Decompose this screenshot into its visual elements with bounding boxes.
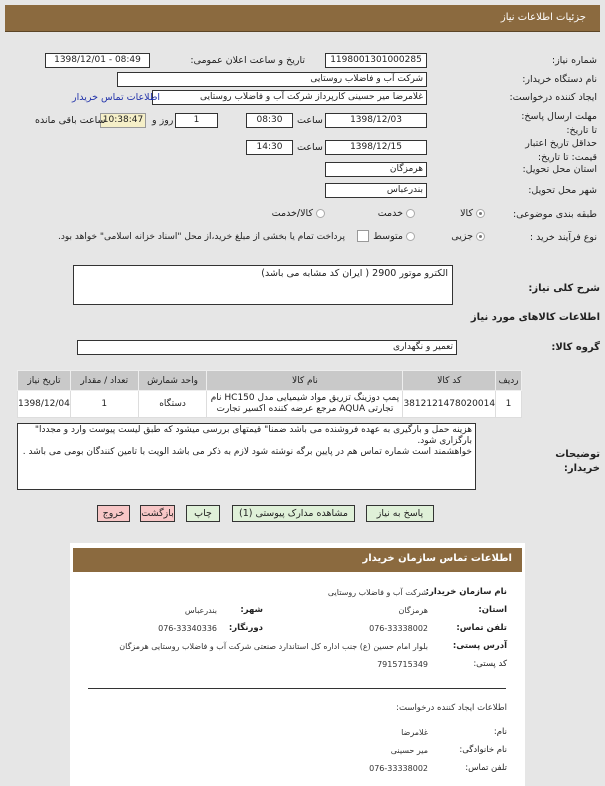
page-header (5, 5, 600, 32)
exit-button[interactable]: خروج (97, 505, 130, 522)
city-label: شهر: (240, 605, 263, 615)
category-radio-goods[interactable]: کالا (460, 208, 485, 219)
contact-panel (70, 543, 525, 786)
cell-date: 1398/12/04 (18, 391, 71, 418)
buyer-contact-link[interactable]: اطلاعات تماس خریدار (72, 92, 161, 103)
process-radio-minor[interactable]: جزیی (451, 231, 485, 242)
days-label: روز و (152, 115, 174, 126)
announce-field[interactable]: 1398/12/01 - 08:49 (45, 53, 150, 68)
creator-field[interactable]: غلامرضا میر حسینی کارپرداز شرکت آب و فاضلاب روستایی (152, 90, 427, 105)
radio-icon (316, 209, 325, 218)
need-number-label: شماره نیاز: (551, 55, 597, 66)
creator-heading: اطلاعات ایجاد کننده درخواست: (396, 703, 507, 713)
days-field[interactable]: 1 (175, 113, 218, 128)
buyer-label: نام دستگاه خریدار: (522, 74, 597, 85)
creator-phone-label: تلفن تماس: (465, 763, 507, 773)
category-radio-both[interactable]: کالا/خدمت (272, 208, 325, 219)
process-radio-medium[interactable]: متوسط (373, 231, 415, 242)
radio-icon (406, 209, 415, 218)
deadline-date-field[interactable]: 1398/12/03 (325, 113, 427, 128)
col-header: تعداد / مقدار (70, 371, 138, 391)
validity-label: حداقل تاریخ اعتبار قیمت: تا تاریخ: (525, 138, 597, 163)
province-field[interactable]: هرمزگان (325, 162, 427, 177)
description-label: شرح کلی نیاز: (528, 283, 600, 294)
city-label: شهر محل تحویل: (528, 185, 597, 196)
deadline-time-field[interactable]: 08:30 (246, 113, 293, 128)
name-label: نام: (493, 727, 507, 737)
validity-date-field[interactable]: 1398/12/15 (325, 140, 427, 155)
cell-name: پمپ دوزینگ تزریق مواد شیمیایی مدل HC150 نام تجارتی AQUA مرجع عرضه کننده اکسیر تجارت (207, 391, 403, 418)
validity-time-label: ساعت (297, 142, 323, 153)
org-label: نام سازمان خریدار: (425, 587, 507, 597)
print-button[interactable]: چاپ (186, 505, 220, 522)
name-value: غلامرضا (401, 728, 428, 737)
col-header: تاریخ نیاز (18, 371, 71, 391)
group-field[interactable]: تعمیر و نگهداری (77, 340, 457, 355)
family-value: میر حسینی (390, 746, 428, 755)
phone-label: تلفن تماس: (456, 623, 507, 633)
attachments-button[interactable]: مشاهده مدارک پیوستی (1) (232, 505, 355, 522)
reply-button[interactable]: پاسخ به نیاز (366, 505, 434, 522)
payment-note: پرداخت تمام یا بخشی از مبلغ خرید،از محل "اسناد خزانه اسلامی" خواهد بود. (57, 232, 345, 242)
category-label: طبقه بندی موضوعی: (512, 209, 597, 220)
col-header: کد کالا (403, 371, 496, 391)
radio-icon (476, 232, 485, 241)
remaining-label: ساعت باقی مانده (35, 115, 106, 126)
col-header: نام کالا (207, 371, 403, 391)
province-value: هرمزگان (398, 606, 428, 615)
province-label: استان محل تحویل: (522, 164, 597, 175)
announce-label: تاریخ و ساعت اعلان عمومی: (190, 55, 305, 66)
address-label: آدرس پستی: (452, 641, 507, 651)
deadline-time-label: ساعت (297, 115, 323, 126)
cell-qty: 1 (70, 391, 138, 418)
org-value: شرکت آب و فاضلاب روستایی (327, 588, 428, 597)
radio-icon (476, 209, 485, 218)
divider (88, 688, 506, 689)
goods-table (17, 370, 522, 418)
description-textarea[interactable]: الکترو موتور 2900 ( ایران کد مشابه می باشد) (73, 265, 453, 305)
notes-label: توضیحات خریدار: (555, 449, 600, 474)
address-value: بلوار امام حسین (ع) جنب اداره کل استاندارد صنعتی شرکت آب و فاضلاب روستایی هرمزگان (119, 642, 428, 651)
creator-phone-value: 076-33338002 (369, 764, 428, 773)
remaining-time: 10:38:47 (100, 113, 146, 128)
city-field[interactable]: بندرعباس (325, 183, 427, 198)
group-label: گروه کالا: (551, 342, 600, 353)
table-row[interactable] (18, 391, 522, 418)
treasury-checkbox[interactable] (357, 230, 369, 242)
cell-unit: دستگاه (138, 391, 207, 418)
cell-code: 3812121478020014 (403, 391, 496, 418)
fax-label: دورنگار: (228, 623, 263, 633)
notes-textarea[interactable]: هزینه حمل و بارگیری به عهده فروشنده می باشد ضمنا" قیمتهای بررسی میشود که طبق لیست پیوست وارد و مجددا" بارگزاری شود. خواهشمند است شماره تماس هم در پایین برگه نوشته شود لازم به ذکر می باشد الویت با تامین کنندگان بومی می باشد . (17, 423, 476, 490)
page-title: جزئیات اطلاعات نیاز (500, 12, 586, 23)
province-label: استان: (478, 605, 507, 615)
deadline-label: مهلت ارسال پاسخ: تا تاریخ: (521, 111, 597, 136)
col-header: واحد شمارش (138, 371, 207, 391)
back-button[interactable]: بازگشت (140, 505, 175, 522)
family-label: نام خانوادگی: (459, 745, 507, 755)
radio-icon (406, 232, 415, 241)
table-header-row (18, 371, 522, 391)
category-radio-service[interactable]: خدمت (378, 208, 415, 219)
validity-time-field[interactable]: 14:30 (246, 140, 293, 155)
phone-value: 076-33338002 (369, 624, 428, 633)
postal-value: 7915715349 (377, 660, 428, 669)
goods-heading: اطلاعات کالاهای مورد نیاز (470, 312, 600, 323)
process-label: نوع فرآیند خرید : (529, 232, 597, 243)
contact-title: اطلاعات تماس سازمان خریدار (73, 548, 522, 572)
postal-label: کد پستی: (473, 659, 507, 669)
buyer-field[interactable]: شرکت آب و فاضلاب روستایی (117, 72, 427, 87)
need-number-field[interactable]: 1198001301000285 (325, 53, 427, 68)
fax-value: 076-33340336 (158, 624, 217, 633)
creator-label: ایجاد کننده درخواست: (509, 92, 597, 103)
cell-index: 1 (496, 391, 522, 418)
city-value: بندرعباس (184, 606, 217, 615)
col-header: ردیف (496, 371, 522, 391)
